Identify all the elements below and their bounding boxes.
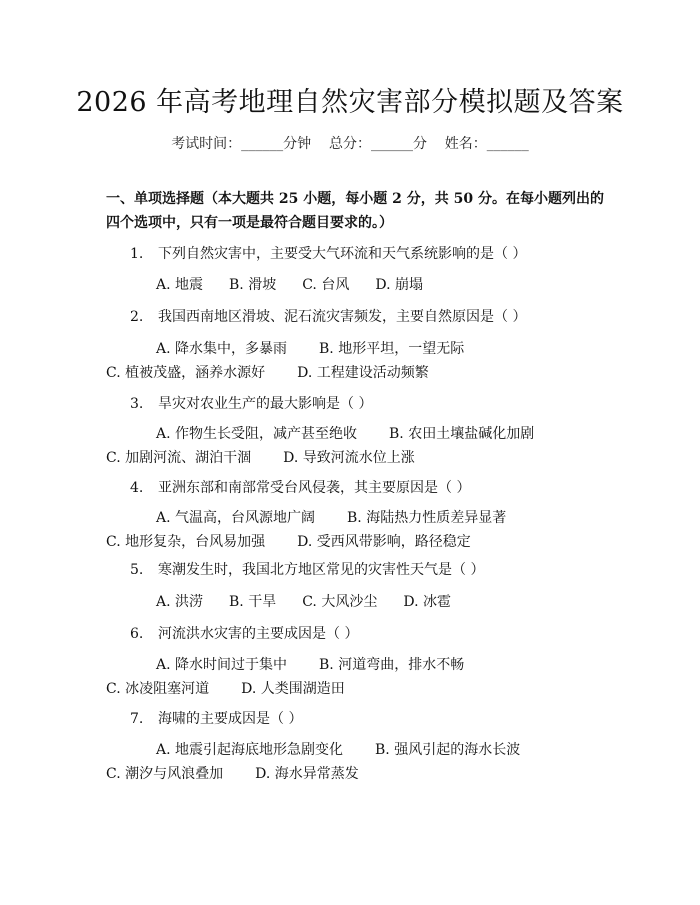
question-text: 下列自然灾害中，主要受大气环流和天气系统影响的是（ ） [158, 246, 527, 262]
option-c[interactable]: C. 大风沙尘 [302, 594, 378, 610]
option-a[interactable]: A. 降水集中，多暴雨 [156, 341, 288, 357]
question-number: 5. [130, 562, 144, 578]
option-b[interactable]: B. 河道弯曲，排水不畅 [319, 657, 465, 673]
question-text: 海啸的主要成因是（ ） [158, 711, 303, 727]
option-d[interactable]: D. 崩塌 [375, 277, 423, 293]
question-number: 3. [130, 396, 144, 412]
option-a[interactable]: A. 地震 [156, 277, 204, 293]
question-2-options [106, 337, 594, 385]
option-c[interactable]: C. 植被茂盛，涵养水源好 [106, 365, 266, 381]
option-b[interactable]: B. 农田土壤盐碱化加剧 [389, 426, 535, 442]
option-d[interactable]: D. 冰雹 [403, 594, 451, 610]
question-number: 1. [130, 246, 144, 262]
question-5-stem [130, 558, 610, 582]
question-text: 河流洪水灾害的主要成因是（ ） [158, 626, 359, 642]
option-b[interactable]: B. 干旱 [229, 594, 277, 610]
question-number: 7. [130, 711, 144, 727]
question-6-stem [130, 622, 610, 646]
option-a[interactable]: A. 洪涝 [156, 594, 204, 610]
option-d[interactable]: D. 受西风带影响，路径稳定 [297, 534, 471, 550]
question-number: 4. [130, 480, 144, 496]
option-c[interactable]: C. 地形复杂，台风易加强 [106, 534, 266, 550]
question-text: 亚洲东部和南部常受台风侵袭，其主要原因是（ ） [158, 480, 471, 496]
option-d[interactable]: D. 人类围湖造田 [241, 681, 345, 697]
question-number: 2. [130, 309, 144, 325]
question-text: 旱灾对农业生产的最大影响是（ ） [158, 396, 373, 412]
section-heading: 一、单项选择题（本大题共 25 小题，每小题 2 分，共 50 分。在每小题列出的四个选项中，只有一项是最符合题目要求的。） [106, 191, 604, 231]
question-4-stem [130, 476, 610, 500]
exam-meta-line: 考试时间：______分钟 总分：______分 姓名：______ [171, 136, 529, 152]
option-a[interactable]: A. 降水时间过于集中 [156, 657, 288, 673]
option-a[interactable]: A. 气温高，台风源地广阔 [156, 510, 316, 526]
option-b[interactable]: B. 强风引起的海水长波 [375, 742, 521, 758]
option-d[interactable]: D. 海水异常蒸发 [255, 766, 359, 782]
question-6-options [106, 653, 594, 701]
question-number: 6. [130, 626, 144, 642]
option-c[interactable]: C. 冰凌阻塞河道 [106, 681, 210, 697]
page-title: 2026 年高考地理自然灾害部分模拟题及答案 [76, 87, 624, 118]
option-c[interactable]: C. 台风 [302, 277, 350, 293]
question-3-options [106, 422, 594, 470]
option-b[interactable]: B. 地形平坦，一望无际 [319, 341, 465, 357]
option-d[interactable]: D. 工程建设活动频繁 [297, 365, 429, 381]
option-d[interactable]: D. 导致河流水位上涨 [283, 450, 415, 466]
question-text: 我国西南地区滑坡、泥石流灾害频发，主要自然原因是（ ） [158, 309, 527, 325]
option-b[interactable]: B. 海陆热力性质差异显著 [347, 510, 507, 526]
question-3-stem [130, 392, 610, 416]
question-1-stem [130, 242, 610, 266]
question-4-options [106, 506, 594, 554]
question-text: 寒潮发生时，我国北方地区常见的灾害性天气是（ ） [158, 562, 485, 578]
option-c[interactable]: C. 加剧河流、湖泊干涸 [106, 450, 252, 466]
option-a[interactable]: A. 地震引起海底地形急剧变化 [156, 742, 344, 758]
option-c[interactable]: C. 潮汐与风浪叠加 [106, 766, 224, 782]
option-a[interactable]: A. 作物生长受阻，减产甚至绝收 [156, 426, 358, 442]
question-7-stem [130, 707, 610, 731]
question-1-options [106, 273, 594, 297]
question-5-options [106, 590, 594, 614]
question-7-options [106, 738, 594, 786]
option-b[interactable]: B. 滑坡 [229, 277, 277, 293]
question-2-stem [130, 305, 610, 329]
